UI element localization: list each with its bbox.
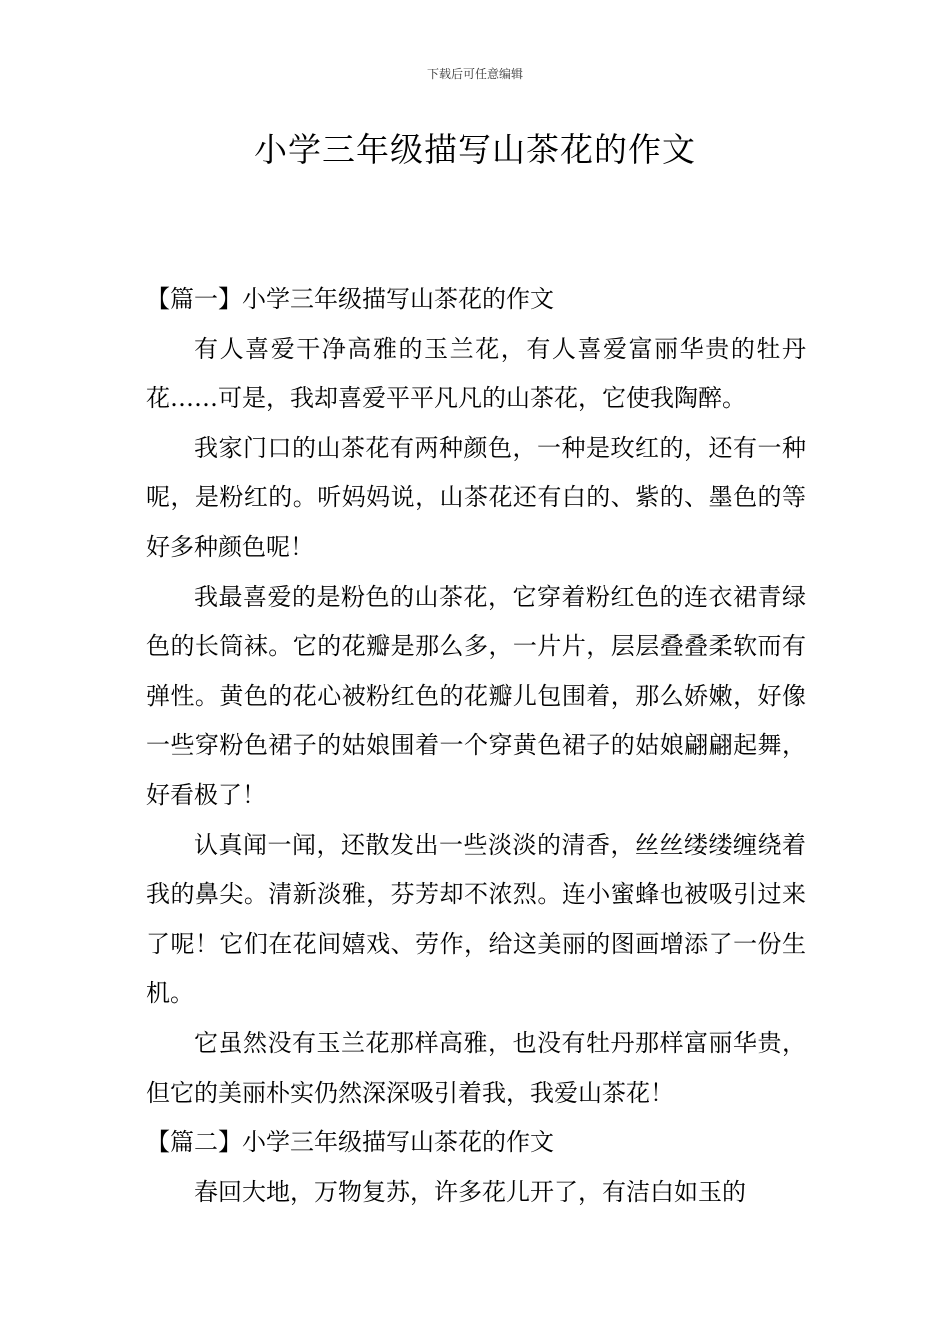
paragraph: 春回大地，万物复苏，许多花儿开了，有洁白如玉的 (194, 1177, 746, 1206)
section-heading-2: 【篇二】小学三年级描写山茶花的作文 (146, 1128, 554, 1157)
header-note: 下载后可任意编辑 (426, 67, 523, 81)
document-body (146, 275, 806, 1217)
paragraph: 我家门口的山茶花有两种颜色，一种是玫红的，还有一种呢，是粉红的。听妈妈说，山茶花还有白的、紫的、墨色的等好多种颜色呢！ (146, 433, 806, 561)
paragraph: 有人喜爱干净高雅的玉兰花，有人喜爱富丽华贵的牡丹花……可是，我却喜爱平平凡凡的山茶花，它使我陶醉。 (146, 334, 806, 413)
paragraph: 它虽然没有玉兰花那样高雅，也没有牡丹那样富丽华贵，但它的美丽朴实仍然深深吸引着我，我爱山茶花！ (146, 1028, 806, 1107)
section-heading-1: 【篇一】小学三年级描写山茶花的作文 (146, 285, 554, 313)
paragraph: 我最喜爱的是粉色的山茶花，它穿着粉红色的连衣裙青绿色的长筒袜。它的花瓣是那么多，一片片，层层叠叠柔软而有弹性。黄色的花心被粉红色的花瓣儿包围着，那么娇嫩，好像一些穿粉色裙子的姑娘围着一个穿黄色裙子的姑娘翩翩起舞，好看极了！ (146, 582, 806, 809)
paragraph: 认真闻一闻，还散发出一些淡淡的清香，丝丝缕缕缠绕着我的鼻尖。清新淡雅，芬芳却不浓烈。连小蜜蜂也被吸引过来了呢！它们在花间嬉戏、劳作，给这美丽的图画增添了一份生机。 (146, 830, 806, 1008)
document-title: 小学三年级描写山茶花的作文 (254, 130, 696, 169)
